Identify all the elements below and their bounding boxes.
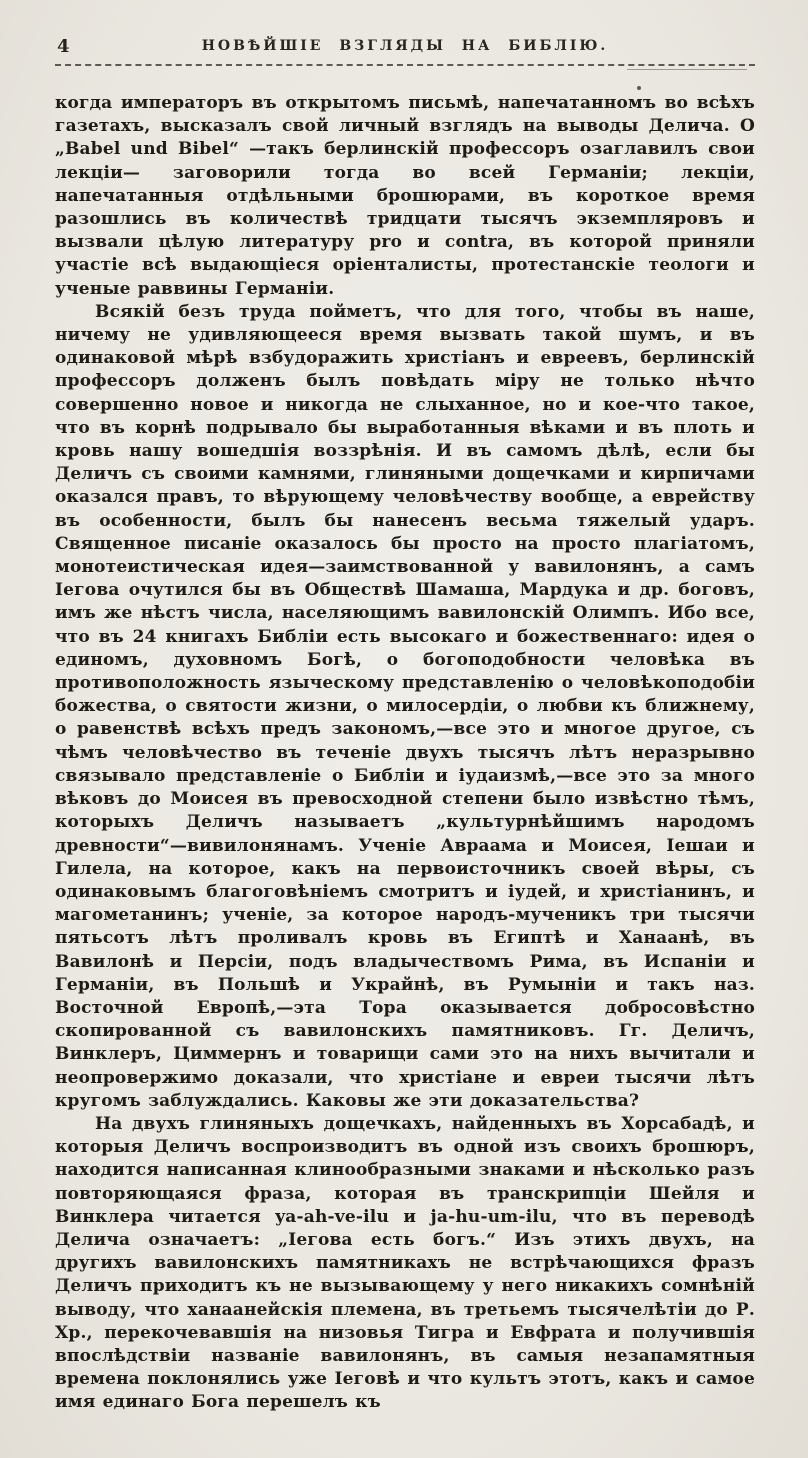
page-body-text <box>55 92 755 1415</box>
paragraph-3: На двухъ глиняныхъ дощечкахъ, найденныхъ въ Хорсабадѣ, и которыя Деличъ воспроизводитъ въ одной изъ своихъ брошюръ, находится написанная клинообразными знаками и нѣсколько разъ повторяющаяся фраза, которая въ транскрипціи Шейля и Винклера читается ya-ah-ve-ilu и ja-hu-um-ilu, что въ переводѣ Делича означаетъ: „Іегова есть богъ.“ Изъ этихъ двухъ, на другихъ вавилонскихъ памятникахъ не встрѣчающихся фразъ Деличъ приходитъ къ не вызывающему у него никакихъ сомнѣній выводу, что ханаанейскія племена, въ третьемъ тысячелѣтіи до Р. Хр., перекочевавшія на низовья Тигра и Евфрата и получившія впослѣдствіи названіе вавилонянъ, въ самыя незапамятныя времена поклонялись уже Іеговѣ и что культъ этотъ, какъ и самое имя единаго Бога перешелъ къ <box>55 1113 755 1413</box>
page-number: 4 <box>57 36 70 57</box>
paragraph-2: Всякій безъ труда пойметъ, что для того, чтобы въ наше, ничему не удивляющееся время вызвать такой шумъ, и въ одинаковой мѣрѣ взбудоражить христіанъ и евреевъ, берлинскій профессоръ долженъ былъ повѣдать міру не только нѣчто совершенно новое и никогда не слыханное, но и кое-что такое, что въ корнѣ подрывало бы выработанныя вѣками и въ плоть и кровь нашу вошедшія воззрѣнія. И въ самомъ дѣлѣ, если бы Деличъ съ своими камнями, глиняными дощечками и кирпичами оказался правъ, то вѣрующему человѣчеству вообще, а еврейству въ особенности, былъ бы нанесенъ весьма тяжелый ударъ. Священное писаніе оказалось бы просто на просто плагіатомъ, монотеистическая идея—заимствованной у вавилонянъ, а самъ Іегова очутился бы въ Обществѣ Шамаша, Мардука и др. боговъ, имъ же нѣстъ числа, населяющимъ вавилонскій Олимпъ. Ибо все, что въ 24 книгахъ Библіи есть высокаго и божественнаго: идея о единомъ, духовномъ Богѣ, о богоподобности человѣка въ противоположность языческому представленію о человѣкоподобіи божества, о святости жизни, о милосердіи, о любви къ ближнему, о равенствѣ всѣхъ предъ закономъ,—все это и многое другое, съ чѣмъ человѣчество въ теченіе двухъ тысячъ лѣтъ неразрывно связывало представленіе о Библіи и іудаизмѣ,—все это за много вѣковъ до Моисея въ превосходной степени было извѣстно тѣмъ, которыхъ Деличъ называетъ „культурнѣйшимъ народомъ древности“—вивилонянамъ. Ученіе Авраама и Моисея, Іешаи и Гилела, на которое, какъ на первоисточникъ своей вѣры, съ одинаковымъ благоговѣніемъ смотритъ и іудей, и христіанинъ, и магометанинъ; ученіе, за которое народъ-мученикъ три тысячи пятьсотъ лѣтъ проливалъ кровь въ Египтѣ и Ханаанѣ, въ Вавилонѣ и Персіи, подъ владычествомъ Рима, въ Испаніи и Германіи, въ Польшѣ и Украйнѣ, въ Румыніи и такъ наз. Восточной Европѣ,—эта Тора оказывается добросовѣстно скопированной съ вавилонскихъ памятниковъ. Гг. Деличъ, Винклеръ, Циммернъ и товарищи сами это на нихъ вычитали и неопровержимо доказали, что христіане и евреи тысячи лѣтъ кругомъ заблуждались. Каковы же эти доказательства? <box>55 301 755 1111</box>
header-rule <box>55 64 755 66</box>
paragraph-1: когда императоръ въ открытомъ письмѣ, напечатанномъ во всѣхъ газетахъ, высказалъ свой личный взглядъ на выводы Делича. О „Babel und Bibel“ —такъ берлинскій профессоръ озаглавилъ свои лекціи— заговорили тогда во всей Германіи; лекціи, напечатанныя отдѣльными брошюрами, въ короткое время разошлись въ количествѣ тридцати тысячъ экземпляровъ и вызвали цѣлую литературу pro и contra, въ которой приняли участіе всѣ выдающіеся оріенталисты, протестанскіе теологи и ученые раввины Германіи. <box>55 93 755 299</box>
running-header-title: НОВѢЙШІЕ ВЗГЛЯДЫ НА БИБЛІЮ. <box>201 38 609 54</box>
scan-artifact-dot <box>637 86 641 90</box>
page-header <box>55 36 755 58</box>
